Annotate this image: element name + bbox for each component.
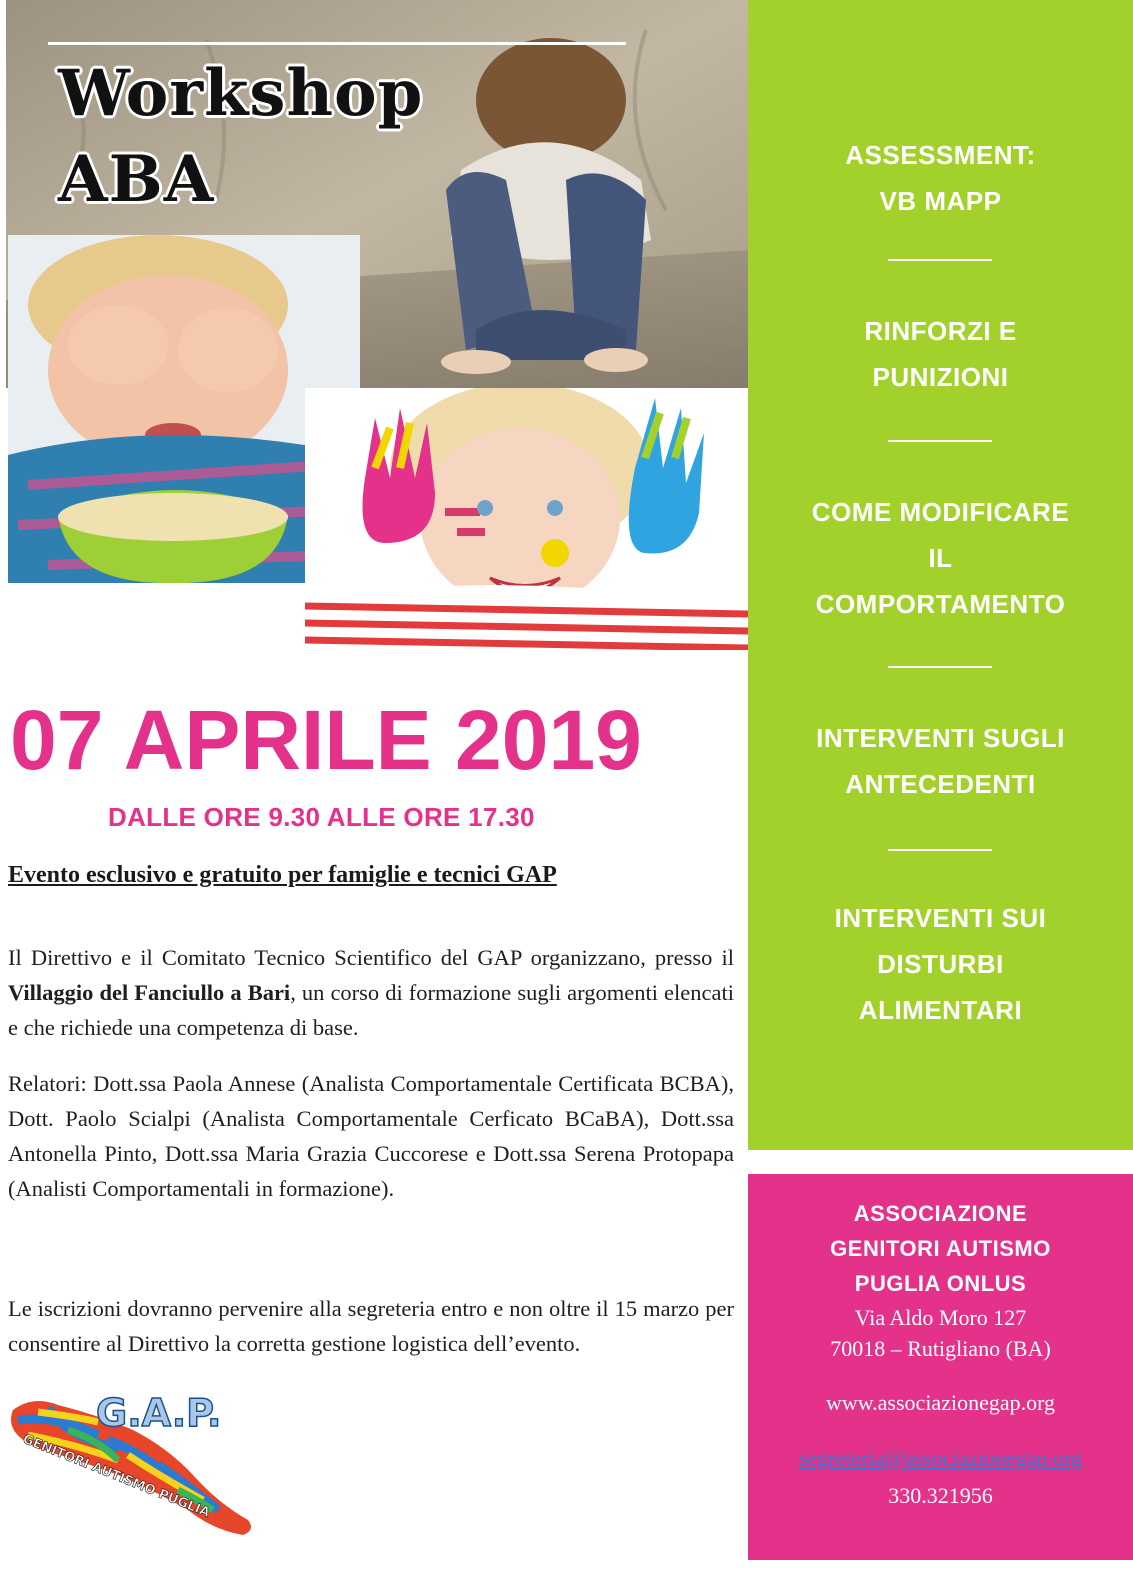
venue-name: Villaggio del Fanciullo a Bari [8, 980, 291, 1005]
logo-text: GENITORI AUTISMO PUGLIA [20, 1431, 212, 1521]
address-city: 70018 – Rutigliano (BA) [830, 1336, 1051, 1361]
logo-acronym: G.A.P. [96, 1391, 222, 1435]
contact-panel [748, 1174, 1133, 1560]
topic-disturbi-alimentari: INTERVENTI SUI DISTURBI ALIMENTARI [834, 903, 1047, 1025]
workshop-title: Workshop [58, 56, 424, 131]
address-street: Via Aldo Moro 127 [854, 1305, 1027, 1330]
workshop-subtitle: ABA [58, 142, 215, 217]
topic-separator [888, 666, 992, 668]
topics-panel [748, 0, 1133, 1150]
topic-separator [888, 849, 992, 851]
description-paragraph [8, 940, 734, 1045]
gap-logo [8, 1380, 258, 1540]
email-link[interactable]: segreteria@associazionegap.org [798, 1445, 1083, 1470]
topic-assessment: ASSESSMENT: VB MAPP [845, 140, 1036, 216]
email-container [748, 1442, 1133, 1474]
phone-number: 330.321956 [888, 1483, 993, 1508]
topic-separator [888, 259, 992, 261]
title-rule [48, 42, 626, 45]
topic-rinforzi: RINFORZI E PUNIZIONI [864, 316, 1017, 392]
registration-paragraph: Le iscrizioni dovranno pervenire alla segreteria entro e non oltre il 15 marzo per consentire al Direttivo la corretta gestione logistica dell’evento. [8, 1296, 734, 1356]
event-date: 07 APRILE 2019 [10, 693, 642, 787]
website-link[interactable]: www.associazionegap.org [825, 1390, 1056, 1415]
speakers-paragraph: Relatori: Dott.ssa Paola Annese (Analista Comportamentale Certificata BCBA), Dott. Paolo Scialpi (Analista Comportamentale Cerficato BCaBA), Dott.ssa Antonella Pinto, Dott.ssa Maria Grazia Cuccorese e Dott.ssa Serena Protopapa (Analisti Comportamentali in formazione). [8, 1071, 734, 1201]
intro-heading: Evento esclusivo e gratuito per famiglie e tecnici GAP [8, 862, 557, 888]
event-hours: DALLE ORE 9.30 ALLE ORE 17.30 [108, 802, 535, 832]
organization-name: ASSOCIAZIONE GENITORI AUTISMO PUGLIA ONLUS [830, 1201, 1051, 1296]
description-start: Il Direttivo e il Comitato Tecnico Scientifico del GAP organizzano, presso il [8, 945, 734, 970]
description-end: , un corso di formazione sugli argomenti elencati e che richiede una competenza di base. [8, 980, 734, 1040]
topic-comportamento: COME MODIFICARE IL COMPORTAMENTO [811, 497, 1070, 619]
topic-separator [888, 440, 992, 442]
painted-child-photo [305, 388, 748, 650]
topic-antecedenti: INTERVENTI SUGLI ANTECEDENTI [816, 723, 1065, 799]
